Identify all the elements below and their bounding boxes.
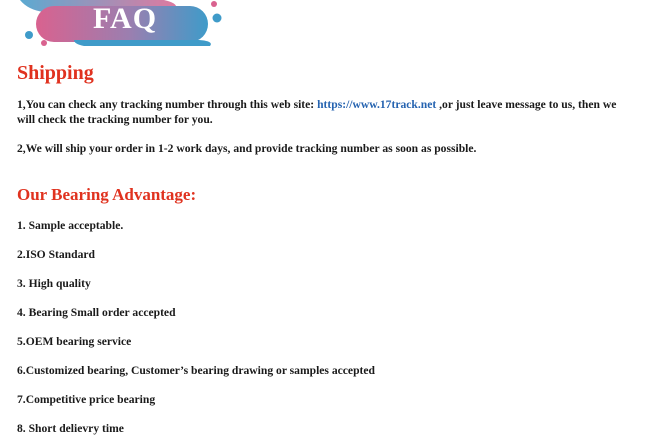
advantage-item: 5.OEM bearing service	[17, 335, 132, 348]
shipping-heading: Shipping	[17, 62, 94, 84]
advantage-item: 8. Short delievry time	[17, 422, 124, 435]
shipping-item-1-suffix: ,or just leave message to us, then we will check the tracking number for you.	[17, 98, 617, 126]
advantage-item: 4. Bearing Small order accepted	[17, 306, 176, 319]
advantage-item: 7.Competitive price bearing	[17, 393, 156, 406]
advantage-heading: Our Bearing Advantage:	[17, 185, 197, 204]
shipping-item-1-prefix: 1,You can check any tracking number through this web site:	[17, 98, 318, 111]
advantage-item: 1. Sample acceptable.	[17, 219, 124, 232]
shipping-item-1	[17, 97, 632, 127]
tracking-link[interactable]: https://www.17track.net	[317, 98, 437, 111]
faq-banner	[14, 0, 224, 52]
advantage-item: 2.ISO Standard	[17, 248, 95, 261]
advantage-item: 6.Customized bearing, Customer’s bearing drawing or samples accepted	[17, 364, 375, 377]
banner-dot	[213, 14, 222, 23]
banner-dot	[25, 31, 33, 39]
faq-title: FAQ	[92, 2, 158, 35]
advantage-item: 3. High quality	[17, 277, 91, 290]
banner-dot	[41, 40, 47, 46]
banner-dot	[211, 1, 217, 7]
shipping-item-2: 2,We will ship your order in 1-2 work days, and provide tracking number as soon as possible.	[17, 142, 477, 155]
banner-swoosh-bottom	[74, 40, 211, 46]
